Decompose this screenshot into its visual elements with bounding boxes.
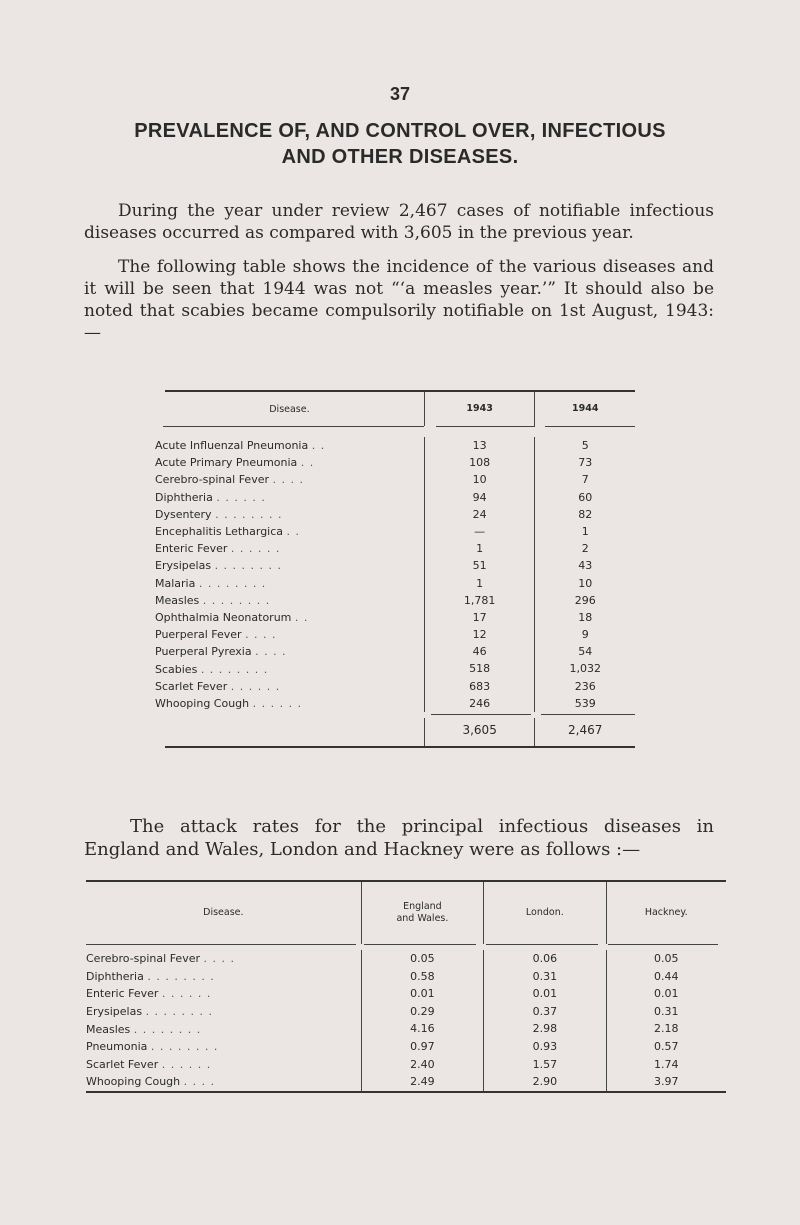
- table-row: [155, 471, 635, 488]
- disease-cell: [155, 508, 424, 521]
- disease-name: Encephalitis Lethargica: [155, 525, 284, 539]
- leader-dots: . . . . . . . .: [202, 593, 271, 607]
- table-intro-paragraph: The following table shows the incidence of the various diseases and it will be seen that 1944 was not “‘a measles year.’” It should also be noted that scabies became compulsorily notifiable on 1st August, 1943:—: [84, 257, 714, 343]
- leader-dots: . . . . . .: [252, 696, 303, 710]
- intro-paragraph: During the year under review 2,467 cases of notifiable infectious diseases occurred as compared with 3,605 in the previous year.: [84, 201, 714, 243]
- value-1944: 9: [534, 626, 635, 643]
- value-1944: 60: [534, 489, 635, 506]
- leader-dots: . . . . . .: [216, 490, 266, 504]
- header-hackney: Hackney.: [606, 882, 726, 944]
- disease-cell: [86, 970, 361, 983]
- leader-dots: . . . . . . . .: [214, 559, 283, 573]
- value-1944: 1: [534, 523, 635, 540]
- table-row: [155, 575, 635, 592]
- disease-name: Puerperal Pyrexia: [155, 645, 252, 659]
- value-1944: 236: [534, 678, 635, 695]
- disease-incidence-table: [155, 390, 635, 748]
- disease-cell: [155, 628, 424, 641]
- value-london: 2.98: [483, 1020, 605, 1038]
- table-row: [155, 506, 635, 523]
- value-1943: 13: [424, 437, 535, 454]
- attack-rates-table: [86, 880, 726, 1093]
- disease-name: Puerperal Fever: [155, 628, 242, 642]
- disease-name: Measles: [86, 1022, 131, 1036]
- header-england-line1: England: [403, 901, 442, 912]
- table-row: [155, 489, 635, 506]
- value-1943: 12: [424, 626, 535, 643]
- table-row: [86, 950, 726, 968]
- value-london: 0.01: [483, 985, 605, 1003]
- value-london: 0.31: [483, 968, 605, 986]
- leader-dots: . . . . . .: [230, 542, 281, 556]
- value-1944: 7: [534, 471, 635, 488]
- leader-dots: . . . .: [203, 952, 235, 966]
- table-header: [155, 392, 635, 426]
- disease-name: Diphtheria: [86, 969, 144, 983]
- value-1943: 17: [424, 609, 535, 626]
- table-rule-bottom: [165, 746, 635, 748]
- disease-cell: [86, 1023, 361, 1036]
- value-1943: —: [424, 523, 535, 540]
- disease-cell: [86, 1058, 361, 1071]
- value-hackney: 0.57: [606, 1038, 726, 1056]
- disease-name: Enteric Fever: [155, 542, 228, 556]
- value-england-wales: 4.16: [361, 1020, 483, 1038]
- disease-name: Erysipelas: [155, 559, 212, 573]
- value-1944: 1,032: [534, 660, 635, 677]
- disease-name: Enteric Fever: [86, 987, 159, 1001]
- value-1944: 5: [534, 437, 635, 454]
- header-london: London.: [483, 882, 605, 944]
- value-1944: 82: [534, 506, 635, 523]
- value-london: 0.37: [483, 1003, 605, 1021]
- disease-cell: [155, 663, 424, 676]
- page-number: 37: [389, 84, 411, 104]
- disease-cell: [86, 1005, 361, 1018]
- value-london: 0.06: [483, 950, 605, 968]
- leader-dots: . . . . . .: [161, 1057, 212, 1071]
- value-england-wales: 0.97: [361, 1038, 483, 1056]
- leader-dots: . . . . . . . .: [133, 1022, 202, 1036]
- value-hackney: 0.01: [606, 985, 726, 1003]
- total-1943: 3,605: [424, 718, 535, 746]
- value-1944: 73: [534, 454, 635, 471]
- header-disease: Disease.: [269, 403, 310, 415]
- header-rule: [155, 426, 635, 430]
- title-line-1: PREVALENCE OF, AND CONTROL OVER, INFECTIOUS: [134, 120, 666, 142]
- header-england-line2: and Wales.: [396, 913, 449, 924]
- disease-cell: [155, 680, 424, 693]
- disease-cell: [155, 697, 424, 710]
- table-row: [155, 557, 635, 574]
- value-england-wales: 0.05: [361, 950, 483, 968]
- value-hackney: 1.74: [606, 1056, 726, 1074]
- value-1944: 54: [534, 643, 635, 660]
- table-row: [155, 626, 635, 643]
- disease-name: Ophthalmia Neonatorum: [155, 610, 292, 624]
- value-1944: 43: [534, 557, 635, 574]
- table-row: [155, 592, 635, 609]
- disease-name: Scarlet Fever: [155, 679, 228, 693]
- value-london: 1.57: [483, 1056, 605, 1074]
- total-1944: 2,467: [534, 718, 635, 746]
- value-1943: 51: [424, 557, 535, 574]
- page-title: [60, 118, 740, 170]
- table-row: [86, 1020, 726, 1038]
- disease-name: Malaria: [155, 576, 196, 590]
- disease-name: Pneumonia: [86, 1040, 148, 1054]
- value-hackney: 2.18: [606, 1020, 726, 1038]
- leader-dots: . . . .: [272, 473, 304, 487]
- title-line-2: AND OTHER DISEASES.: [281, 146, 519, 168]
- value-hackney: 0.05: [606, 950, 726, 968]
- table-body: [155, 437, 635, 712]
- attack-rates-paragraph: The attack rates for the principal infectious diseases in England and Wales, London and Hackney were as follows :—: [84, 816, 714, 860]
- table-rule-bottom: [86, 1091, 726, 1093]
- disease-name: Scabies: [155, 662, 198, 676]
- table-row: [155, 660, 635, 677]
- value-england-wales: 0.01: [361, 985, 483, 1003]
- value-hackney: 3.97: [606, 1073, 726, 1091]
- leader-dots: . . . . . .: [161, 987, 212, 1001]
- disease-cell: [86, 1075, 361, 1088]
- leader-dots: . .: [286, 525, 301, 539]
- table-row: [155, 643, 635, 660]
- table-row: [155, 437, 635, 454]
- value-england-wales: 2.40: [361, 1056, 483, 1074]
- leader-dots: . . . . . . . .: [147, 969, 215, 983]
- value-1943: 518: [424, 660, 535, 677]
- value-1943: 683: [424, 678, 535, 695]
- disease-cell: [86, 1040, 361, 1053]
- table-row: [86, 985, 726, 1003]
- disease-cell: [155, 456, 424, 469]
- table-row: [155, 454, 635, 471]
- value-hackney: 0.31: [606, 1003, 726, 1021]
- disease-name: Diphtheria: [155, 490, 213, 504]
- table-row: [155, 695, 635, 712]
- disease-name: Whooping Cough: [155, 696, 250, 710]
- value-hackney: 0.44: [606, 968, 726, 986]
- leader-dots: . . . . . . . .: [150, 1040, 219, 1054]
- leader-dots: . . . . . . . .: [198, 576, 267, 590]
- table-row: [155, 540, 635, 557]
- value-1943: 246: [424, 695, 535, 712]
- table-row: [155, 523, 635, 540]
- disease-name: Acute Primary Pneumonia: [155, 456, 298, 470]
- table-body: [86, 950, 726, 1091]
- leader-dots: . .: [294, 610, 309, 624]
- value-1943: 108: [424, 454, 535, 471]
- disease-cell: [155, 577, 424, 590]
- header-1943: 1943: [424, 392, 535, 426]
- disease-name: Cerebro-spinal Fever: [155, 473, 269, 487]
- disease-cell: [155, 611, 424, 624]
- value-1943: 24: [424, 506, 535, 523]
- value-england-wales: 2.49: [361, 1073, 483, 1091]
- disease-cell: [155, 525, 424, 538]
- value-1944: 539: [534, 695, 635, 712]
- value-1943: 46: [424, 643, 535, 660]
- value-england-wales: 0.29: [361, 1003, 483, 1021]
- disease-name: Erysipelas: [86, 1005, 143, 1019]
- value-1943: 1: [424, 575, 535, 592]
- header-1944: 1944: [534, 392, 635, 426]
- value-1943: 1: [424, 540, 535, 557]
- disease-cell: [155, 542, 424, 555]
- value-1943: 94: [424, 489, 535, 506]
- table-row: [86, 968, 726, 986]
- disease-name: Cerebro-spinal Fever: [86, 952, 200, 966]
- disease-cell: [155, 645, 424, 658]
- value-1943: 10: [424, 471, 535, 488]
- disease-cell: [155, 439, 424, 452]
- disease-cell: [155, 491, 424, 504]
- table-row: [86, 1073, 726, 1091]
- disease-name: Dysentery: [155, 507, 212, 521]
- disease-cell: [86, 952, 361, 965]
- leader-dots: . . . . . . . .: [215, 507, 283, 521]
- table-row: [86, 1056, 726, 1074]
- table-row: [86, 1003, 726, 1021]
- leader-dots: . . . . . . . .: [145, 1005, 214, 1019]
- table-row: [155, 678, 635, 695]
- disease-cell: [155, 594, 424, 607]
- leader-dots: . . . . . . . .: [200, 662, 269, 676]
- disease-cell: [155, 559, 424, 572]
- disease-cell: [155, 473, 424, 486]
- value-london: 2.90: [483, 1073, 605, 1091]
- table-header: [86, 882, 726, 944]
- value-england-wales: 0.58: [361, 968, 483, 986]
- value-1944: 2: [534, 540, 635, 557]
- leader-dots: . . . .: [255, 645, 287, 659]
- leader-dots: . . . .: [245, 628, 277, 642]
- total-row: [155, 718, 635, 746]
- leader-dots: . . . . . .: [230, 679, 281, 693]
- disease-name: Whooping Cough: [86, 1075, 181, 1089]
- header-rule: [86, 944, 726, 948]
- table-row: [86, 1038, 726, 1056]
- disease-name: Acute Influenzal Pneumonia: [155, 439, 309, 453]
- header-england-wales: [361, 882, 483, 944]
- leader-dots: . . . .: [183, 1075, 216, 1089]
- table-row: [155, 609, 635, 626]
- disease-cell: [86, 987, 361, 1000]
- disease-name: Scarlet Fever: [86, 1057, 159, 1071]
- value-london: 0.93: [483, 1038, 605, 1056]
- leader-dots: . .: [311, 439, 326, 453]
- value-1944: 18: [534, 609, 635, 626]
- value-1944: 10: [534, 575, 635, 592]
- leader-dots: . .: [300, 456, 315, 470]
- header-disease: Disease.: [203, 907, 244, 918]
- value-1944: 296: [534, 592, 635, 609]
- disease-name: Measles: [155, 593, 200, 607]
- value-1943: 1,781: [424, 592, 535, 609]
